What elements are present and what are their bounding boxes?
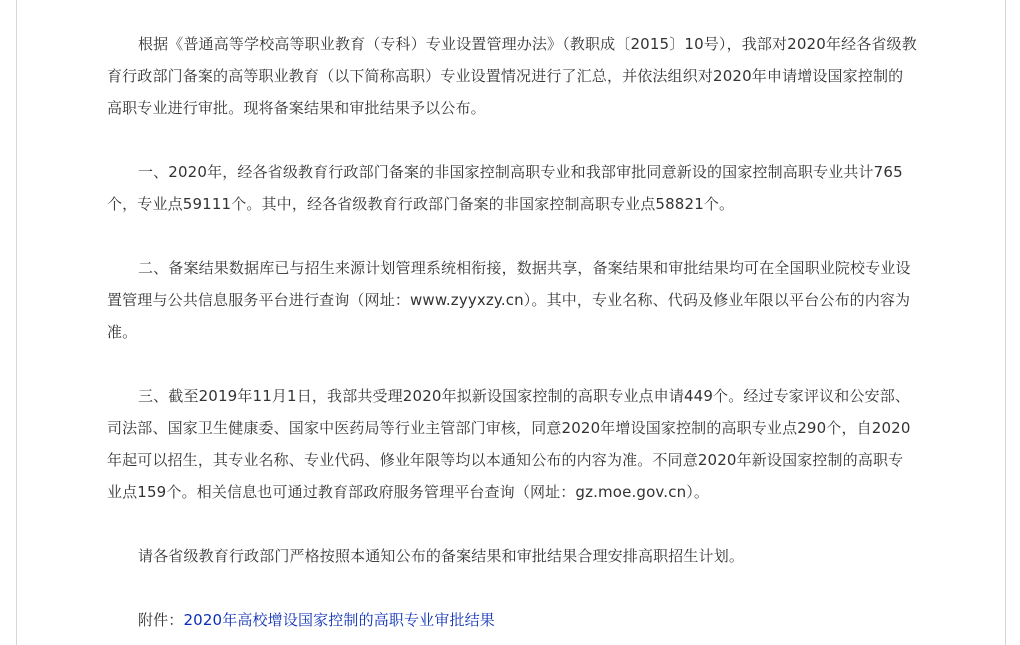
paragraph-intro: 根据《普通高等学校高等职业教育（专科）专业设置管理办法》（教职成〔2015〕10号），我部对2020年经各省级教育行政部门备案的高等职业教育（以下简称高职）专业设置情况进行了汇总，并依法组织对2020年申请增设国家控制的高职专业进行审批。现将备案结果和审批结果予以公布。 xyxy=(107,35,917,117)
paragraph-item-two: 二、备案结果数据库已与招生来源计划管理系统相衔接，数据共享，备案结果和审批结果均可在全国职业院校专业设置管理与公共信息服务平台进行查询（网址：www.zyyxzy.cn）。其中，专业名称、代码及修业年限以平台公布的内容为准。 xyxy=(107,259,911,341)
attachment-line xyxy=(107,604,917,636)
paragraph-closing: 请各省级教育行政部门严格按照本通知公布的备案结果和审批结果合理安排高职招生计划。 xyxy=(138,547,745,565)
page-border-right xyxy=(1005,0,1006,645)
paragraph-item-one: 一、2020年，经各省级教育行政部门备案的非国家控制高职专业和我部审批同意新设的国家控制高职专业共计765个，专业点59111个。其中，经各省级教育行政部门备案的非国家控制高职专业点58821个。 xyxy=(107,163,903,213)
page-border-left xyxy=(16,0,17,645)
attachment-label: 附件： xyxy=(138,611,184,629)
attachment-link[interactable]: 2020年高校增设国家控制的高职专业审批结果 xyxy=(183,611,495,629)
article-body xyxy=(107,28,917,636)
paragraph-item-three: 三、截至2019年11月1日，我部共受理2020年拟新设国家控制的高职专业点申请449个。经过专家评议和公安部、司法部、国家卫生健康委、国家中医药局等行业主管部门审核，同意2020年增设国家控制的高职专业点290个，自2020年起可以招生，其专业名称、专业代码、修业年限等均以本通知公布的内容为准。不同意2020年新设国家控制的高职专业点159个。相关信息也可通过教育部政府服务管理平台查询（网址：gz.moe.gov.cn）。 xyxy=(107,387,911,501)
